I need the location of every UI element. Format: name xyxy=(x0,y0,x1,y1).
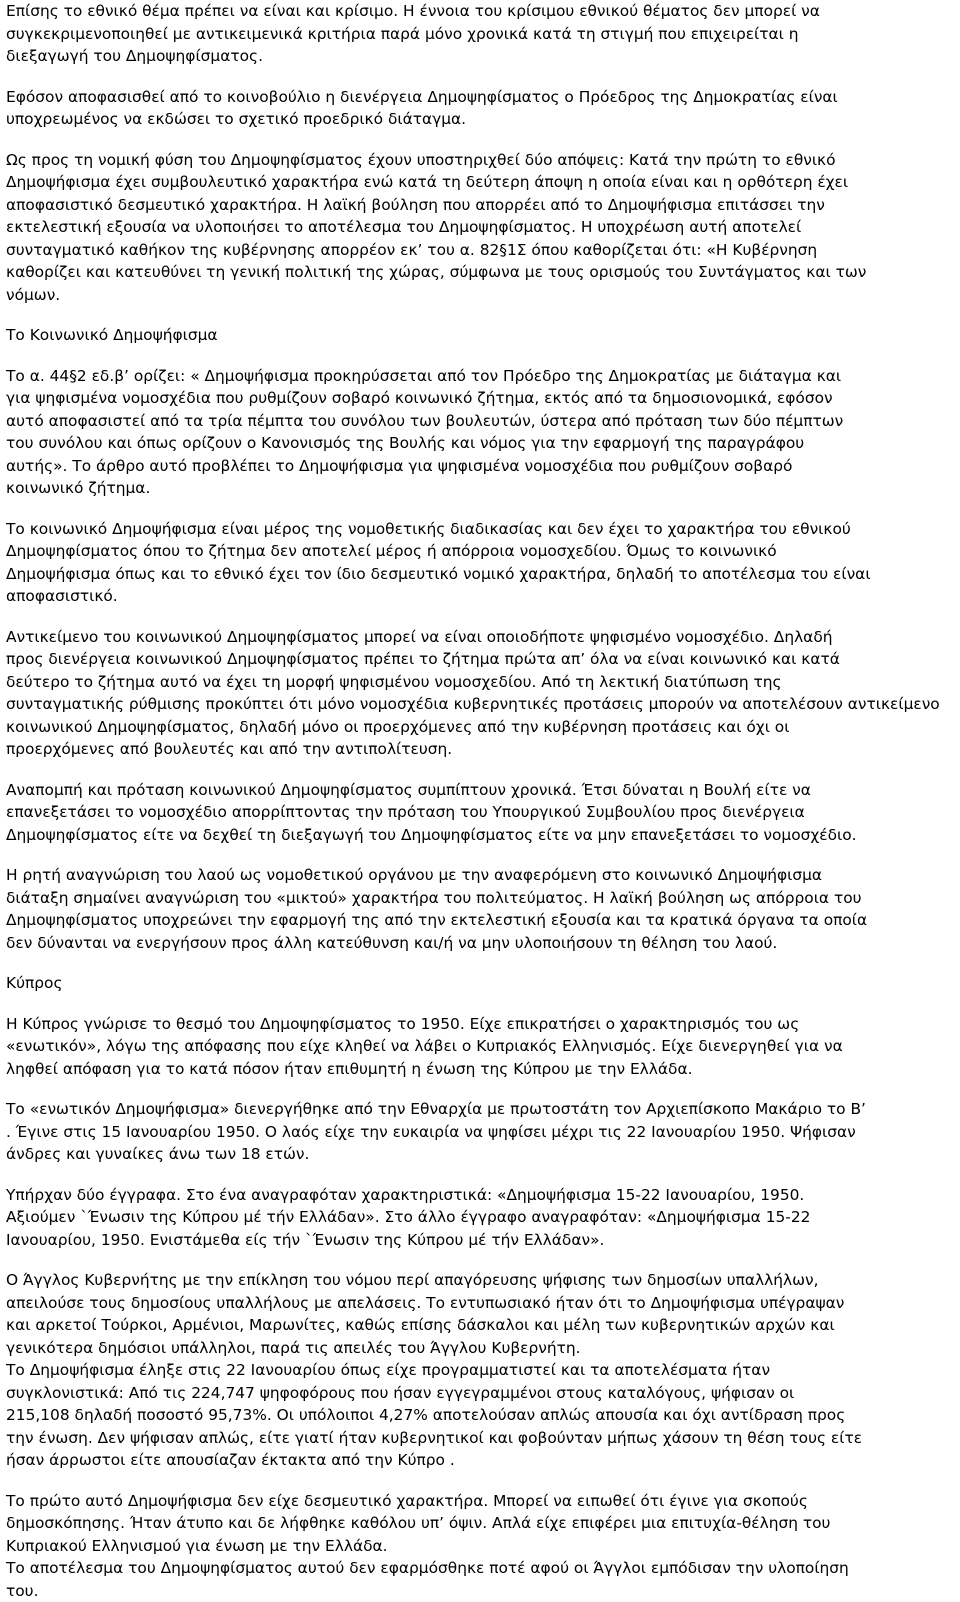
paragraph-mixed-regime: Η ρητή αναγνώριση του λαού ως νομοθετικού οργάνου με την αναφερόμενη στο κοινωνικό Δημοψήφισμα διάταξη σημαίνει αναγνώριση του «μικτού» χαρακτήρα του πολιτεύματος. Η λαϊκή βούληση ως απόρροια του Δημοψηφίσματος υποχρεώνει την εφαρμογή της από την εκτελεστική εξουσία και τα κρατικά όργανα τα οποία δεν δύνανται να ενεργήσουν προς άλλη κατεύθυνση και/ή να μην υλοποιήσουν τη θέληση του λαού. xyxy=(6,864,958,954)
paragraph-presidential-decree: Εφόσον αποφασισθεί από το κοινοβούλιο η διενέργεια Δημοψηφίσματος ο Πρόεδρος της Δημοκρατίας είναι υποχρεωμένος να εκδώσει το σχετικό προεδρικό διάταγμα. xyxy=(6,86,958,131)
paragraph-spacer xyxy=(6,846,958,864)
paragraph-spacer xyxy=(6,1472,958,1490)
paragraph-spacer xyxy=(6,131,958,149)
paragraph-two-documents: Υπήρχαν δύο έγγραφα. Στο ένα αναγραφόταν χαρακτηριστικά: «Δημοψήφισμα 15-22 Ιανουαρίου, 1950. Αξιούμεν `Ένωσιν της Κύπρου μέ τήν Ελλάδαν». Στο άλλο έγγραφο αναγραφόταν: «Δημοψήφισμα 15-22 Ιανουαρίου, 1950. Ενιστάμεθα είς τήν `Ένωσιν της Κύπρου μέ τήν Ελλάδαν». xyxy=(6,1184,958,1252)
paragraph-cyprus-1950: Η Κύπρος γνώρισε το θεσμό του Δημοψηφίσματος το 1950. Είχε επικρατήσει ο χαρακτηρισμός του ως «ενωτικόν», λόγω της απόφασης που είχε κληθεί να λάβει ο Κυπριακός Ελληνισμός. Είχε διενεργηθεί για να ληφθεί απόφαση για το κατά πόσον ήταν επιθυμητή η ένωση της Κύπρου με την Ελλάδα. xyxy=(6,1013,958,1081)
section-heading-social-referendum: Το Κοινωνικό Δημοψήφισμα xyxy=(6,324,958,347)
paragraph-spacer xyxy=(6,995,958,1013)
section-heading-cyprus: Κύπρος xyxy=(6,972,958,995)
paragraph-legislative-process: Το κοινωνικό Δημοψήφισμα είναι μέρος της νομοθετικής διαδικασίας και δεν έχει το χαρακτήρα του εθνικού Δημοψηφίσματος όπου το ζήτημα δεν αποτελεί μέρος ή απόρροια νομοσχεδίου. Όμως το κοινωνικό Δημοψήφισμα όπως και το εθνικό έχει τον ίδιο δεσμευτικό νομικό χαρακτήρα, δηλαδή το αποτέλεσμα του είναι αποφασιστικό. xyxy=(6,518,958,608)
paragraph-spacer xyxy=(6,500,958,518)
paragraph-governor-and-results: Ο Άγγλος Κυβερνήτης με την επίκληση του νόμου περί απαγόρευσης ψήφισης των δημοσίων υπαλλήλων, απειλούσε τους δημοσίους υπαλλήλους με απελάσεις. Το εντυπωσιακό ήταν ότι το Δημοψήφισμα υπέγραψαν και αρκετοί Τούρκοι, Αρμένιοι, Μαρωνίτες, καθώς επίσης δάσκαλοι και μέλη των κυβερνητικών αρχών και γενικότερα δημόσιοι υπάλληλοι, παρά τις απειλές του Άγγλου Κυβερνήτη. Το Δημοψήφισμα έληξε στις 22 Ιανουαρίου όπως είχε προγραμματιστεί και τα αποτελέσματα ήταν συγκλονιστικά: Από τις 224,747 ψηφοφόρους που ήσαν εγγεγραμμένοι στους καταλόγους, ψήφισαν οι 215,108 δηλαδή ποσοστό 95,73%. Οι υπόλοιποι 4,27% αποτελούσαν απλώς απουσία και όχι αντίδραση προς την ένωση. Δεν ψήφισαν απλώς, είτε γιατί ήταν κυβερνητικοί και φοβούνταν μήπως χάσουν τη θέση τους είτε ήσαν άρρωστοι είτε απουσίαζαν έκτακτα από την Κύπρο . xyxy=(6,1269,958,1472)
paragraph-spacer xyxy=(6,347,958,365)
paragraph-legal-nature: Ως προς τη νομική φύση του Δημοψηφίσματος έχουν υποστηριχθεί δύο απόψεις: Κατά την πρώτη το εθνικό Δημοψήφισμα έχει συμβουλευτικό χαρακτήρα ενώ κατά τη δεύτερη άποψη η οποία είναι και η ορθότερη έχει αποφασιστικό δεσμευτικό χαρακτήρα. Η λαϊκή βούληση που απορρέει από το Δημοψήφισμα επιτάσσει την εκτελεστική εξουσία να υλοποιήσει το αποτέλεσμα του Δημοψηφίσματος. Η υποχρέωση αυτή αποτελεί συνταγματικό καθήκον της κυβέρνησης απορρέον εκ’ του α. 82§1Σ όπου καθορίζεται ότι: «Η Κυβέρνηση καθορίζει και κατευθύνει τη γενική πολιτική της χώρας, σύμφωνα με τους ορισμούς του Συντάγματος και των νόμων. xyxy=(6,149,958,307)
paragraph-subject-matter: Αντικείμενο του κοινωνικού Δημοψηφίσματος μπορεί να είναι οποιοδήποτε ψηφισμένο νομοσχέδιο. Δηλαδή προς διενέργεια κοινωνικού Δημοψηφίσματος πρέπει το ζήτημα πρώτα απ’ όλα να είναι κοινωνικό και κατά δεύτερο το ζήτημα αυτό να έχει τη μορφή ψηφισμένου νομοσχεδίου. Από τη λεκτική διατύπωση της συνταγματικής ρύθμισης προκύπτει ότι μόνο νομοσχέδια κυβερνητικές προτάσεις μπορούν να αποτελέσουν αντικείμενο κοινωνικού Δημοψηφίσματος, δηλαδή μόνο οι προερχόμενες από την κυβέρνηση προτάσεις και όχι οι προερχόμενες από βουλευτές και από την αντιπολίτευση. xyxy=(6,626,958,761)
paragraph-spacer xyxy=(6,1166,958,1184)
paragraph-spacer xyxy=(6,1080,958,1098)
paragraph-non-binding: Το πρώτο αυτό Δημοψήφισμα δεν είχε δεσμευτικό χαρακτήρα. Μπορεί να ειπωθεί ότι έγινε για σκοπούς δημοσκόπησης. Ήταν άτυπο και δε λήφθηκε καθόλου υπ’ όψιν. Απλά είχε επιφέρει μια επιτυχία-θέληση του Κυπριακού Ελληνισμού για ένωση με την Ελλάδα. Το αποτέλεσμα του Δημοψηφίσματος αυτού δεν εφαρμόσθηκε ποτέ αφού οι Άγγλοι εμπόδισαν την υλοποίηση του. xyxy=(6,1490,958,1602)
paragraph-enosis-referendum: Το «ενωτικόν Δημοψήφισμα» διενεργήθηκε από την Εθναρχία με πρωτοστάτη τον Αρχιεπίσκοπο Μακάριο το Β’ . Έγινε στις 15 Ιανουαρίου 1950. Ο λαός είχε την ευκαιρία να ψηφίσει μέχρι τις 22 Ιανουαρίου 1950. Ψήφισαν άνδρες και γυναίκες άνω των 18 ετών. xyxy=(6,1098,958,1166)
paragraph-referral: Αναπομπή και πρόταση κοινωνικού Δημοψηφίσματος συμπίπτουν χρονικά. Έτσι δύναται η Βουλή είτε να επανεξετάσει το νομοσχέδιο απορρίπτοντας την πρόταση του Υπουργικού Συμβουλίου προς διενέργεια Δημοψηφίσματος είτε να δεχθεί τη διεξαγωγή του Δημοψηφίσματος είτε να μην επανεξετάσει το νομοσχέδιο. xyxy=(6,779,958,847)
paragraph-spacer xyxy=(6,1251,958,1269)
paragraph-article-44: Το α. 44§2 εδ.β’ ορίζει: « Δημοψήφισμα προκηρύσσεται από τον Πρόεδρο της Δημοκρατίας με διάταγμα και για ψηφισμένα νομοσχέδια που ρυθμίζουν σοβαρό κοινωνικό ζήτημα, εκτός από τα δημοσιονομικά, εφόσον αυτό αποφασιστεί από τα τρία πέμπτα του συνόλου των βουλευτών, ύστερα από πρόταση των δύο πέμπτων του συνόλου και όπως ορίζουν ο Κανονισμός της Βουλής και νόμος για την εφαρμογή της παραγράφου αυτής». Το άρθρο αυτό προβλέπει το Δημοψήφισμα για ψηφισμένα νομοσχέδια που ρυθμίζουν σοβαρό κοινωνικό ζήτημα. xyxy=(6,365,958,500)
paragraph-spacer xyxy=(6,306,958,324)
paragraph-spacer xyxy=(6,954,958,972)
paragraph-spacer xyxy=(6,68,958,86)
paragraph-critical-national-issue: Επίσης το εθνικό θέμα πρέπει να είναι και κρίσιμο. Η έννοια του κρίσιμου εθνικού θέματος δεν μπορεί να συγκεκριμενοποιηθεί με αντικειμενικά κριτήρια παρά μόνο χρονικά κατά τη στιγμή που επιχειρείται η διεξαγωγή του Δημοψηφίσματος. xyxy=(6,0,958,68)
paragraph-spacer xyxy=(6,608,958,626)
paragraph-spacer xyxy=(6,761,958,779)
